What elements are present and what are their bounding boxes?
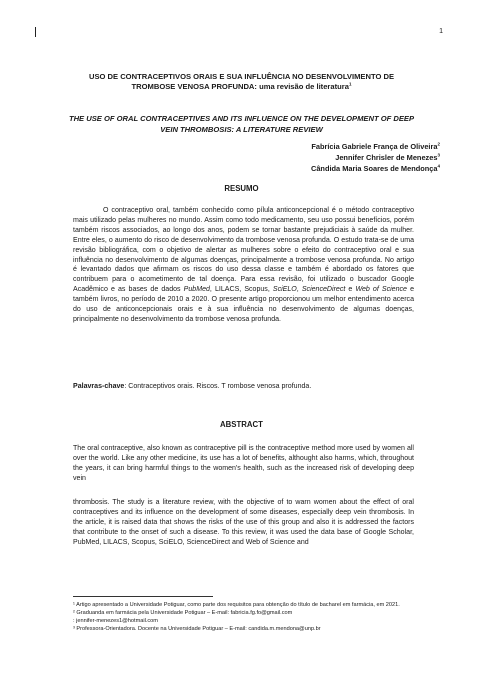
- text-cursor: [35, 27, 36, 37]
- keywords-line: [73, 383, 311, 390]
- abstract-paragraph-2: thrombosis. The study is a literature review, with the objective of to warn women about the effect of oral contraceptives and its influence on the development of some diseases, especially deep vein thrombosis. In the article, it is raised data that shows the risks of the use of this group and also it is addressed the factors that contribute to the onset of such a disease. To this review, it was used the data base of Google Scholar, PubMed, LILACS, Scopus, SciELO, ScienceDirect and Web of Science and: [73, 499, 414, 546]
- keywords-text: : Contraceptivos orais. Riscos. T rombose venosa profunda.: [124, 383, 312, 390]
- keywords-label: Palavras-chave: [73, 383, 125, 390]
- title-pt-footnote-marker: 1: [348, 81, 352, 87]
- resumo-paragraph: O contraceptivo oral, também conhecido como pílula anticoncepcional é o método contraceptivo mais utilizado pelas mulheres no mundo. Assim como todo medicamento, seu uso possui benefícios, porém também riscos associados, ao longo dos anos, podem se tornar bastante prejudiciais à saúde da mulher. Entre eles, o aumento do risco de desenvolvimento da trombose venosa profunda. O estudo trata-se de uma revisão bibliográfica, com o objetivo de alertar as mulheres sobre o efeito do contraceptivo oral e sua influência no desenvolvimento de algumas doenças, principalmente a trombose venosa profunda. No artigo é levantado dados que afirmam os riscos do uso dessa classe e também é abordado os fatores que contribuem para o acometimento de tal doença. Para essa revisão, foi utilizado o buscador Google Acadêmico e as bases de dados PubMed, LILACS, Scopus, SciELO, ScienceDirect e Web of Science e também livros, no período de 2010 a 2020. O presente artigo proporcionou um melhor entendimento acerca do uso de anticoncepcionais orais e à sua influência no desenvolvimento de algumas doenças, principalmente no desenvolvimento da trombose venosa profunda.: [73, 207, 414, 323]
- abstract-heading: ABSTRACT: [220, 420, 263, 429]
- page-number: 1: [439, 28, 443, 35]
- title-pt-tail: uma revisão de literatura: [256, 82, 349, 91]
- footnote-3: ³ Professora-Orientadora. Docente na Universidade Potiguar – E-mail: candida.m.mendona@unp.br: [73, 625, 321, 632]
- title-english: THE USE OF ORAL CONTRACEPTIVES AND ITS INFLUENCE ON THE DEVELOPMENT OF DEEP VEIN THROMBOSIS: A LITERATURE REVIEW: [68, 114, 415, 134]
- footnote-2-continued: : jennifer-menezes1@hotmail.com: [73, 617, 158, 624]
- resumo-heading: RESUMO: [224, 184, 259, 193]
- abstract-paragraph-1: The oral contraceptive, also known as contraceptive pill is the contraceptive method more used by women all over the world. Like any other medicine, its use has a lot of benefits, althought also harms, which, throughout the years, it can bring harmful things to the women's health, such as the increased risk of developing deep vein: [73, 445, 414, 482]
- title-pt-main: USO DE CONTRACEPTIVOS ORAIS E SUA INFLUÊNCIA NO DESENVOLVIMENTO DE TROMBOSE VENOSA PROFUNDA:: [88, 72, 395, 91]
- footnote-1: ¹ Artigo apresentado a Universidade Potiguar, como parte dos requisitos para obtenção do título de bacharel em farmácia, em 2021.: [73, 601, 400, 608]
- author-1: Fabrícia Gabriele França de Oliveira$^2$: [311, 141, 440, 151]
- footnotes: [73, 596, 414, 633]
- title-portuguese: [70, 72, 413, 92]
- author-3: Cândida Maria Soares de Mendonça$^4$: [310, 163, 440, 173]
- author-2: Jennifer Chrisler de Menezes$^3$: [335, 152, 440, 162]
- footnote-divider: [73, 596, 213, 597]
- footnote-2: ² Graduanda em farmácia pela Universidade Potiguar – E-mail: fabricia.fg.fo@gmail.com: [73, 609, 293, 616]
- author-list: [311, 141, 440, 174]
